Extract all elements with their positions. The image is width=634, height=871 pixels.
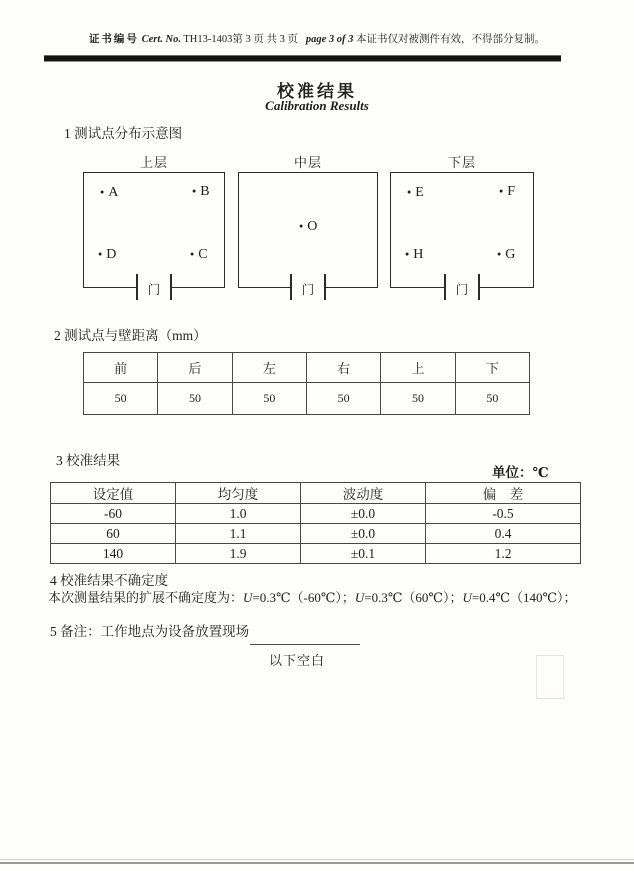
cell: 1.9	[176, 544, 301, 564]
box-middle-label: 中层	[293, 155, 322, 170]
door-tick-left	[136, 274, 138, 300]
door-tick-left	[444, 274, 446, 300]
cell: 60	[51, 524, 176, 544]
cell: 140	[51, 544, 176, 564]
page-subtitle: Calibration Results	[265, 98, 369, 113]
col-header: 设定值	[51, 483, 176, 504]
cert-no-label-cn: 证书编号	[88, 34, 139, 45]
cell: -0.5	[426, 504, 581, 524]
test-point-A: ● A	[100, 185, 119, 200]
faint-stamp-mark	[536, 655, 564, 699]
cell: 1.1	[176, 524, 301, 544]
door-tick-right	[478, 274, 480, 300]
point-marker-icon: ●	[192, 186, 197, 195]
point-marker-icon: ●	[98, 249, 103, 258]
end-divider-line	[250, 644, 360, 645]
cell: 50	[232, 383, 306, 415]
cell: 50	[381, 383, 455, 415]
diagram-box-upper	[83, 155, 225, 297]
box-lower-label: 下层	[447, 155, 476, 170]
header-rule	[44, 55, 561, 62]
cell: 50	[455, 383, 529, 415]
uncertainty-statement: 本次测量结果的扩展不确定度为：U=0.3℃（-60℃）；U=0.3℃（60℃）；U=0.4℃（140℃）；	[48, 590, 577, 605]
col-header: 后	[158, 353, 232, 383]
cert-no-label-en: Cert. No.	[141, 34, 181, 45]
section3-heading: 3 校准结果	[56, 453, 121, 468]
test-point-H: ● H	[405, 247, 424, 262]
test-point-D: ● D	[98, 247, 117, 262]
cell: 1.0	[176, 504, 301, 524]
test-point-G: ● G	[497, 247, 516, 262]
cert-no-value: TH13-1403	[183, 34, 233, 45]
point-marker-icon: ●	[100, 187, 105, 196]
section1-heading: 1 测试点分布示意图	[64, 126, 183, 141]
door-tick-right	[324, 274, 326, 300]
diagram-box-middle	[238, 155, 378, 297]
symbol-U: U	[462, 590, 472, 605]
symbol-U: U	[354, 590, 365, 605]
point-marker-icon: ●	[497, 249, 502, 258]
diagram-box-lower	[390, 155, 534, 297]
symbol-U: U	[243, 590, 253, 605]
col-header: 右	[306, 353, 380, 383]
table-header-row	[84, 353, 530, 383]
wall-distance-table	[83, 352, 530, 415]
table-row	[51, 504, 581, 524]
cell: 1.2	[426, 544, 581, 564]
cell: ±0.0	[301, 524, 426, 544]
point-marker-icon: ●	[190, 249, 195, 258]
test-point-B: ● B	[192, 184, 210, 199]
table-row	[84, 383, 530, 415]
cell: -60	[51, 504, 176, 524]
col-header: 前	[84, 353, 158, 383]
cell: 50	[84, 383, 158, 415]
header-notice: 本证书仅对被测件有效，不得部分复制。	[356, 34, 546, 45]
test-point-E: ● E	[407, 185, 424, 200]
door-tick-right	[170, 274, 172, 300]
door-label: 门	[301, 282, 315, 297]
page-title: 校准结果	[277, 82, 357, 101]
unit-label: 单位：℃	[492, 465, 549, 480]
cell: 50	[158, 383, 232, 415]
test-point-C: ● C	[190, 247, 208, 262]
test-point-F: ● F	[499, 184, 516, 199]
col-header: 均匀度	[176, 483, 301, 504]
page-info-en: page 3 of 3	[305, 34, 354, 45]
door-label: 门	[455, 282, 469, 297]
point-marker-icon: ●	[405, 249, 410, 258]
col-header: 下	[455, 353, 529, 383]
table-row	[51, 544, 581, 564]
section5-heading: 5 备注：工作地点为设备放置现场	[50, 624, 250, 639]
test-point-O: ● O	[299, 219, 318, 234]
calibration-results-table	[50, 482, 581, 564]
door-tick-left	[290, 274, 292, 300]
cell: 0.4	[426, 524, 581, 544]
table-row	[51, 524, 581, 544]
col-header: 上	[381, 353, 455, 383]
col-header: 波动度	[301, 483, 426, 504]
blank-below-note: 以下空白	[269, 653, 326, 668]
cell: ±0.1	[301, 544, 426, 564]
section2-heading: 2 测试点与壁距离（mm）	[54, 328, 207, 343]
point-marker-icon: ●	[407, 187, 412, 196]
col-header: 左	[232, 353, 306, 383]
cell: 50	[306, 383, 380, 415]
col-header: 偏 差	[426, 483, 581, 504]
box-upper-label: 上层	[139, 155, 168, 170]
scan-edge-line	[0, 862, 634, 864]
scan-edge-line	[0, 859, 634, 860]
point-marker-icon: ●	[499, 186, 504, 195]
cell: ±0.0	[301, 504, 426, 524]
table-header-row	[51, 483, 581, 504]
page-info-cn: 第 3 页 共 3 页	[232, 34, 298, 45]
point-marker-icon: ●	[299, 221, 304, 230]
door-label: 门	[147, 282, 161, 297]
section4-heading: 4 校准结果不确定度	[50, 573, 169, 588]
page-header	[0, 31, 634, 46]
